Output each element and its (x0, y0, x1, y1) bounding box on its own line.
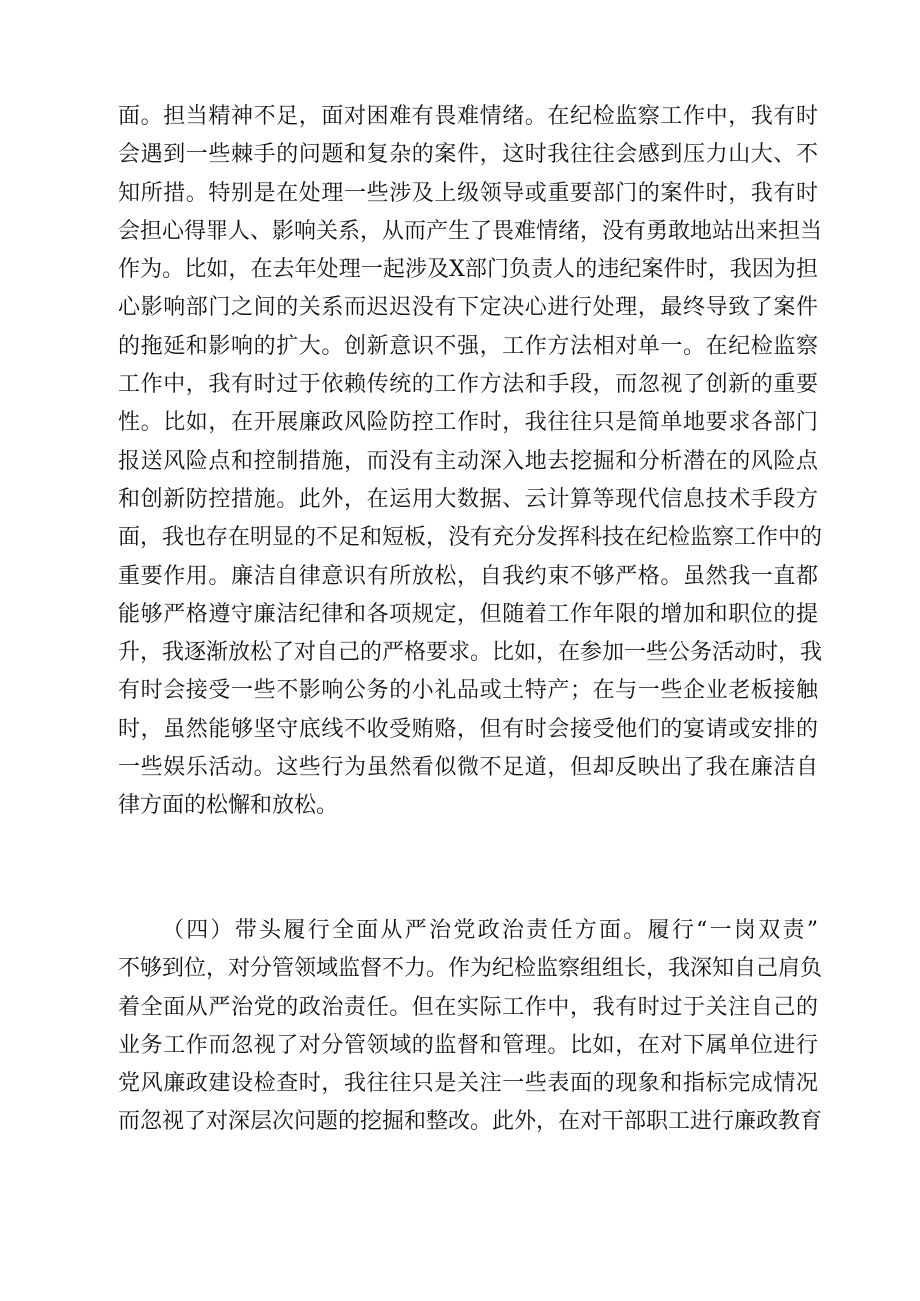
text-line: 一些娱乐活动。这些行为虽然看似微不足道，但却反映出了我在廉洁自 (118, 755, 818, 781)
text-line: 不够到位，对分管领域监督不力。作为纪检监察组组长，我深知自己肩负 (118, 956, 823, 982)
text-line: 面。担当精神不足，面对困难有畏难情绪。在纪检监察工作中，我有时 (118, 104, 818, 129)
text-line: 党风廉政建设检查时，我往往只是关注一些表面的现象和指标完成情况 (118, 1071, 818, 1097)
text-line: 业务工作而忽视了对分管领域的监督和管理。比如，在对下属单位进行 (118, 1032, 818, 1058)
text-line: 会担心得罪人、影响关系，从而产生了畏难情绪，没有勇敢地站出来担当 (118, 218, 823, 244)
text-line: 知所措。特别是在处理一些涉及上级领导或重要部门的案件时，我有时 (118, 180, 818, 206)
text-line: 面，我也存在明显的不足和短板，没有充分发挥科技在纪检监察工作中的 (118, 525, 823, 551)
text-line: 的拖延和影响的扩大。创新意识不强，工作方法相对单一。在纪检监察 (118, 333, 818, 359)
text-line: 有时会接受一些不影响公务的小礼品或土特产；在与一些企业老板接触 (118, 678, 818, 704)
text-line: 升，我逐渐放松了对自己的严格要求。比如，在参加一些公务活动时，我 (118, 640, 823, 666)
text-line: 性。比如，在开展廉政风险防控工作时，我往往只是简单地要求各部门 (118, 410, 818, 436)
text-line: 重要作用。廉洁自律意识有所放松，自我约束不够严格。虽然我一直都 (118, 563, 818, 589)
paragraph-2 (118, 912, 823, 1142)
text-line: 心影响部门之间的关系而迟迟没有下定决心进行处理，最终导致了案件 (118, 295, 818, 321)
text-line: 时，虽然能够坚守底线不收受贿赂，但有时会接受他们的宴请或安排的 (118, 716, 818, 742)
paragraph-1 (118, 98, 823, 826)
text-line: 能够严格遵守廉洁纪律和各项规定，但随着工作年限的增加和职位的提 (118, 601, 818, 627)
text-line: 和创新防控措施。此外，在运用大数据、云计算等现代信息技术手段方 (118, 486, 818, 512)
text-line: 报送风险点和控制措施，而没有主动深入地去挖掘和分析潜在的风险点 (118, 448, 818, 474)
text-line: 着全面从严治党的政治责任。但在实际工作中，我有时过于关注自己的 (118, 994, 818, 1020)
text-line: （四）带头履行全面从严治党政治责任方面。履行“一岗双责” (162, 918, 818, 943)
text-line: 律方面的松懈和放松。 (118, 793, 339, 819)
text-line: 作为。比如，在去年处理一起涉及X部门负责人的违纪案件时，我因为担 (118, 257, 818, 283)
text-line: 工作中，我有时过于依赖传统的工作方法和手段，而忽视了创新的重要 (118, 372, 818, 398)
text-line: 而忽视了对深层次问题的挖掘和整改。此外，在对干部职工进行廉政教育 (118, 1109, 823, 1135)
text-line: 会遇到一些棘手的问题和复杂的案件，这时我往往会感到压力山大、不 (118, 142, 818, 168)
